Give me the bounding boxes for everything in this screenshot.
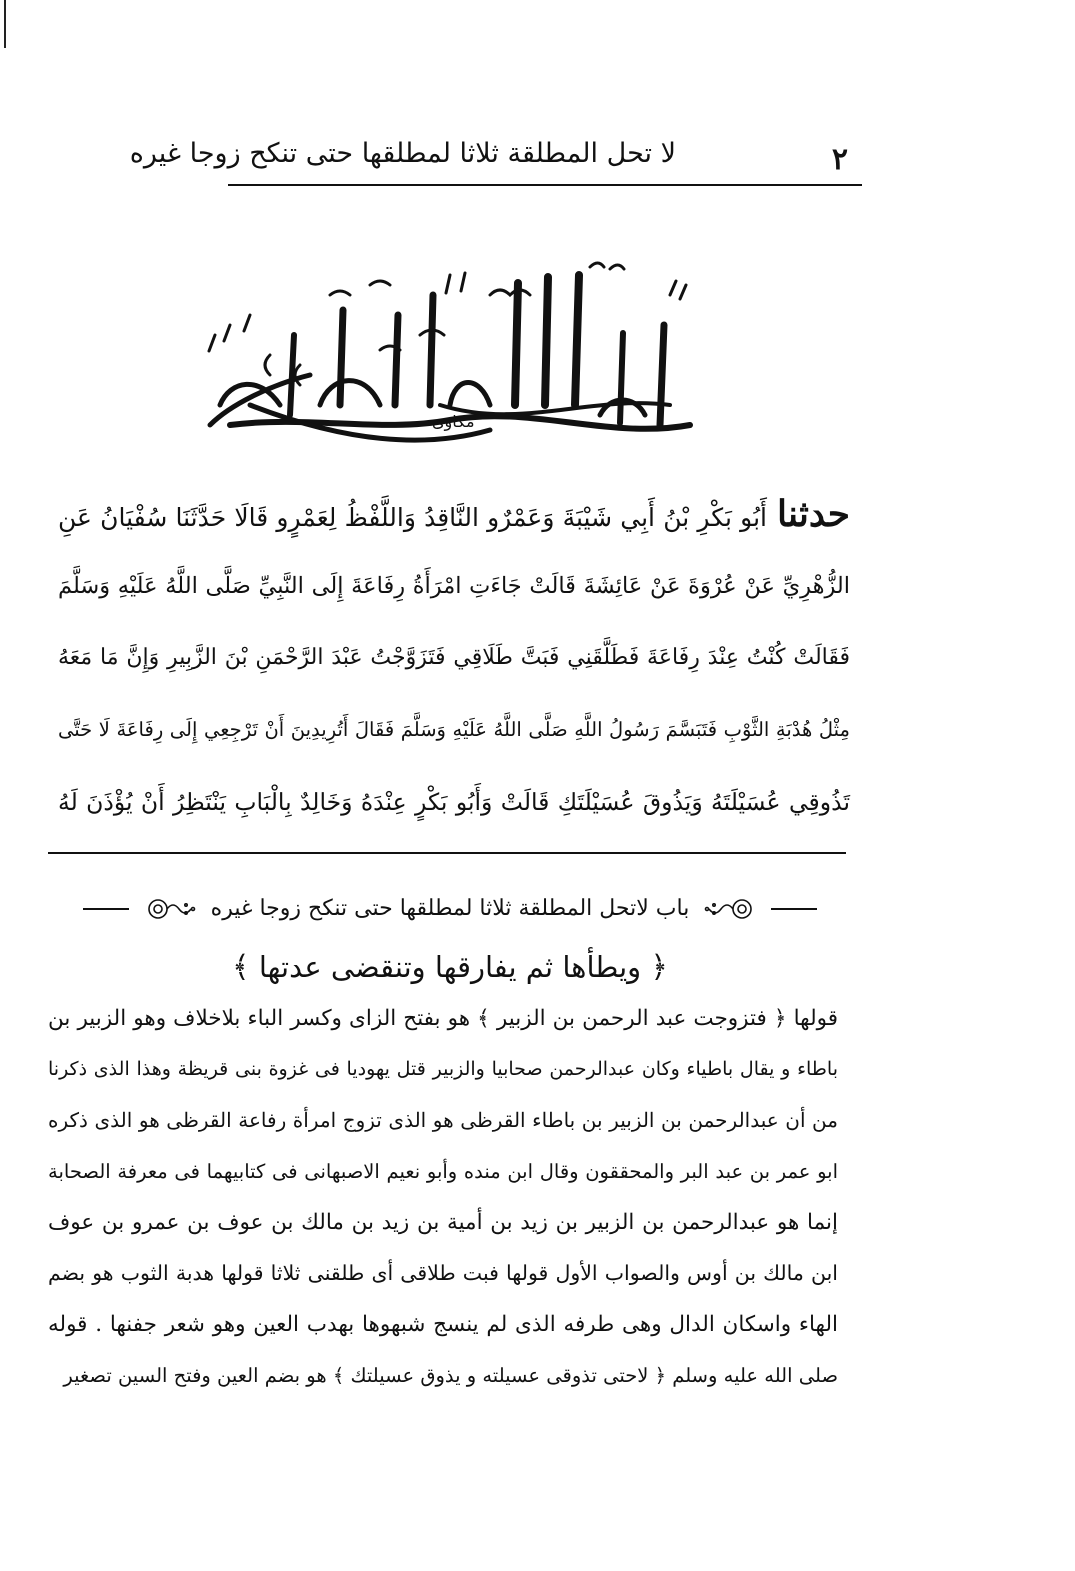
hadith-opening: حدثنا — [776, 493, 850, 535]
page-header — [129, 130, 862, 186]
bracket-close-icon: ﴾ — [232, 950, 250, 985]
commentary-line: قولها ﴿ فتزوجت عبد الرحمن بن الزبير ﴾ هو بفتح الزاى وكسر الباء بلاخلاف وهو الزبير بن — [48, 1006, 838, 1031]
hadith-text — [58, 478, 850, 838]
ornament-right-icon — [702, 896, 758, 922]
calligrapher-signature: مكاوى — [432, 412, 475, 431]
commentary-text — [48, 993, 838, 1401]
commentary-line: باطاء و يقال باطياء وكان عبدالرحمن صحابيا والزبير قتل يهوديا فى غزوة بنى قريظة وهذا الذى ذكرنا — [48, 1058, 838, 1080]
hadith-line: الزُّهْرِيِّ عَنْ عُرْوَةَ عَنْ عَائِشَةَ قَالَتْ جَاءَتِ امْرَأَةُ رِفَاعَةَ إِلَى النَّبِيِّ صَلَّى اللَّهُ عَلَيْهِ وَسَلَّمَ — [58, 573, 850, 599]
page-number: ٢ — [831, 142, 848, 177]
chapter-subtitle-line — [80, 938, 820, 996]
chapter-title: باب لاتحل المطلقة ثلاثا لمطلقها حتى تنكح زوجا غيره — [210, 896, 690, 921]
bracket-open-icon: ﴿ — [650, 950, 668, 985]
commentary-line: ابو عمر بن عبد البر والمحققون وقال ابن منده وأبو نعيم الاصبهانى فى كتابيهما فى معرفة الصحابة — [48, 1160, 838, 1183]
chapter-title-line — [80, 880, 820, 938]
hadith-line: فَقَالَتْ كُنْتُ عِنْدَ رِفَاعَةَ فَطَلَّقَنِي فَبَتَّ طَلَاقِي فَتَزَوَّجْتُ عَبْدَ الرَّحْمَنِ بْنَ الزَّبِيرِ وَإِنَّ مَا مَعَهُ — [58, 645, 850, 670]
commentary-line: ابن مالك بن أوس والصواب الأول قولها فبت طلاقى أى طلقنى ثلاثا قولها هدبة الثوب هو بضم — [48, 1261, 838, 1285]
dash-right — [771, 908, 817, 910]
chapter-heading — [80, 880, 820, 996]
commentary-line: صلى الله عليه وسلم ﴿ لاحتى تذوقى عسيلته و يذوق عسيلتك ﴾ هو بضم العين وفتح السين تصغير — [63, 1364, 838, 1387]
edge-mark — [4, 0, 6, 48]
section-divider — [48, 852, 846, 854]
hadith-line-text: أَبُو بَكْرِ بْنُ أَبِي شَيْبَةَ وَعَمْرٌو النَّاقِدُ وَاللَّفْظُ لِعَمْرٍو قَالَا حَدَّثَنَا سُفْيَانُ عَنِ — [58, 503, 767, 532]
chapter-subtitle: ويطأها ثم يفارقها وتنقضى عدتها — [258, 950, 642, 984]
hadith-line: تَذُوقِي عُسَيْلَتَهُ وَيَذُوقَ عُسَيْلَتَكِ قَالَتْ وَأَبُو بَكْرٍ عِنْدَهُ وَخَالِدٌ بِالْبَابِ يَنْتَظِرُ أَنْ يُؤْذَنَ لَهُ — [58, 788, 850, 816]
running-title: لا تحل المطلقة ثلاثا لمطلقها حتى تنكح زوجا غيره — [129, 138, 676, 169]
hadith-line — [58, 478, 850, 550]
hadith-line: مِثْلُ هُدْبَةِ الثَّوْبِ فَتَبَسَّمَ رَسُولُ اللَّهِ صَلَّى اللَّهُ عَلَيْهِ وَسَلَّمَ فَقَالَ أَتُرِيدِينَ أَنْ تَرْجِعِي إِلَى رِفَاعَةَ لَا حَتَّى — [58, 718, 850, 741]
ornament-left-icon — [142, 896, 198, 922]
commentary-line: إنما هو عبدالرحمن بن الزبير بن زيد بن أمية بن زيد بن مالك بن عوف بن عمرو بن عوف — [48, 1210, 838, 1235]
header-rule — [228, 184, 862, 186]
commentary-line: الهاء واسكان الدال وهى طرفه الذى لم ينسج شبهوها بهدب العين وهو شعر جفنها . قوله — [48, 1312, 838, 1337]
dash-left — [83, 908, 129, 910]
commentary-line: من أن عبدالرحمن بن الزبير بن باطاء القرظى هو الذى تزوج امرأة رفاعة القرظى هو الذى ذكره — [48, 1108, 838, 1132]
